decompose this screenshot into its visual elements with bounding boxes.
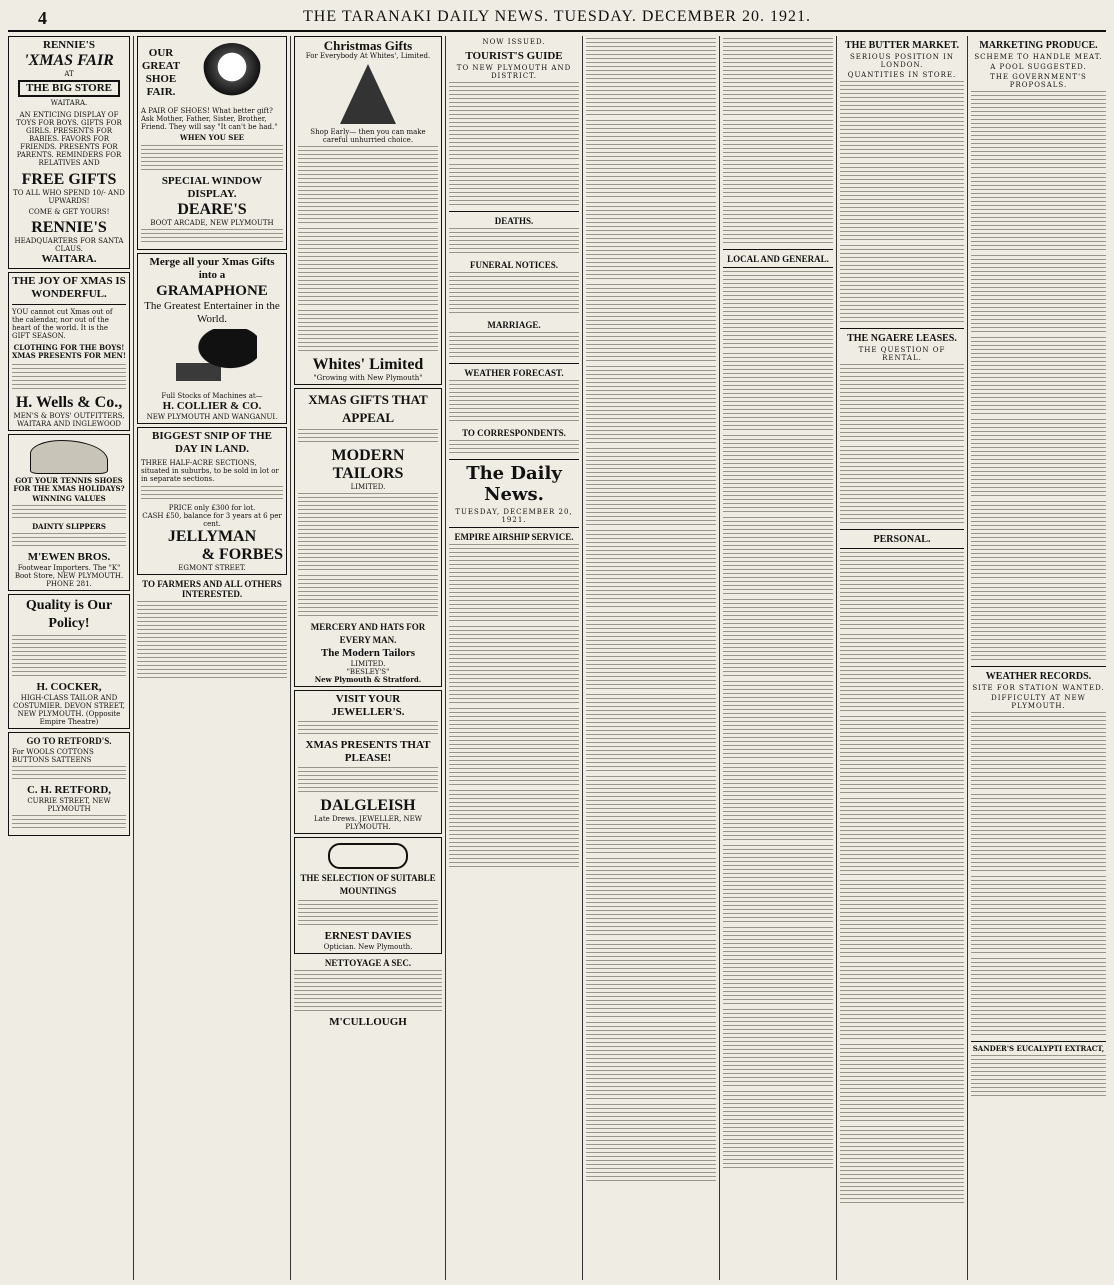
store-name: MODERN TAILORS [331, 447, 405, 482]
store-name: & FORBES [201, 546, 283, 563]
page-header [8, 6, 1106, 32]
body-text-block [840, 634, 964, 714]
body-text-block [586, 120, 716, 200]
body-text-block [586, 858, 716, 938]
store-name: Whites' Limited [312, 356, 424, 373]
mcewen-ad [8, 434, 130, 591]
body-text-block [586, 694, 716, 774]
body-text-block [141, 486, 283, 502]
body-text-block [449, 380, 579, 424]
body-text-block [586, 202, 716, 282]
divider [449, 527, 579, 528]
ad-body: YOU cannot cut Xmas out of the calendar, nor out of the heart of the world. It is the GIFT SEASON. [12, 308, 113, 340]
body-text-block [840, 245, 964, 325]
ad-text: The Greatest Entertainer in the World. [144, 300, 280, 325]
ad-text: LIMITED. [350, 483, 386, 491]
store-name: M'CULLOUGH [329, 1016, 407, 1028]
body-text-block [723, 38, 833, 118]
body-text-block [449, 440, 579, 456]
divider [971, 1041, 1106, 1042]
store-name: M'EWEN BROS. [27, 551, 111, 563]
ad-headline: FREE GIFTS [21, 171, 117, 188]
article-heading: WEATHER RECORDS. [985, 671, 1092, 682]
column-divider [719, 36, 720, 1280]
christmas-tree-icon [340, 64, 396, 124]
section-heading: WEATHER FORECAST. [464, 368, 564, 378]
body-text-block [586, 776, 716, 856]
column-3 [294, 36, 442, 1280]
column-divider [445, 36, 446, 1280]
body-text-block [723, 271, 833, 351]
body-text-block [840, 1044, 964, 1124]
body-text-block [449, 332, 579, 360]
body-text-block [298, 228, 438, 308]
body-text-block [586, 448, 716, 528]
column-1 [8, 36, 130, 1280]
ad-text: "BESLEY'S" [346, 668, 390, 676]
column-2 [137, 36, 287, 1280]
body-text-block [12, 635, 126, 679]
section-heading: FUNERAL NOTICES. [469, 260, 559, 270]
article-subheading: QUANTITIES IN STORE. [847, 71, 957, 79]
santa-claus-icon [202, 43, 262, 103]
store-name: H. COCKER, [36, 681, 102, 693]
store-name: DEARE'S [177, 201, 247, 218]
body-text-block [12, 533, 126, 549]
ad-text: For WOOLS COTTONS BUTTONS SATTEENS [12, 748, 94, 764]
ad-text: "Growing with New Plymouth" [313, 374, 423, 382]
ad-headline: GO TO RETFORD'S. [26, 736, 112, 746]
ad-text: LIMITED. [350, 660, 386, 668]
ad-text: SPECIAL WINDOW DISPLAY. [161, 175, 263, 200]
ad-text: CASH £50, balance for 3 years at 6 per cent. [142, 512, 282, 528]
jellyman-ad [137, 427, 287, 575]
body-text-block [971, 958, 1106, 1038]
body-text-block [723, 1009, 833, 1089]
ad-text: For Everybody At Whites', Limited. [305, 52, 431, 60]
wells-ad [8, 272, 130, 431]
body-text-block [723, 763, 833, 843]
body-text-block [294, 970, 442, 1014]
body-text-block [12, 505, 126, 521]
divider [449, 363, 579, 364]
body-text-block [723, 517, 833, 597]
body-text-block [12, 364, 126, 392]
body-text-block [449, 544, 579, 624]
divider [449, 459, 579, 460]
store-name: RENNIE'S [31, 219, 107, 236]
ad-headline: Christmas Gifts [323, 38, 413, 53]
divider [723, 267, 833, 268]
store-name: H. Wells & Co., [15, 394, 123, 411]
article-subheading: A POOL SUGGESTED. [990, 63, 1087, 71]
shoe-icon [30, 440, 108, 474]
body-text-block [723, 435, 833, 515]
ad-headline: GOT YOUR TENNIS SHOES FOR THE XMAS HOLIDAYS? [13, 476, 125, 493]
store-name: ERNEST DAVIES [324, 930, 412, 942]
ad-text: WHEN YOU SEE [179, 133, 244, 142]
cocker-ad [8, 594, 130, 729]
ad-headline: VISIT YOUR JEWELLER'S. [331, 693, 405, 718]
body-text-block [723, 681, 833, 761]
body-text-block [840, 716, 964, 796]
body-text-block [586, 612, 716, 692]
body-text-block [840, 1126, 964, 1206]
divider [723, 249, 833, 250]
body-text-block [141, 229, 283, 245]
ad-text: HEADQUARTERS FOR SANTA CLAUS. [14, 237, 124, 253]
ad-text: Optician. New Plymouth. [323, 943, 413, 951]
article-heading: MARKETING PRODUCE. [979, 40, 1098, 51]
body-text-block [298, 900, 438, 928]
column-divider [967, 36, 968, 1280]
ad-title: RENNIE'S [43, 39, 95, 51]
ad-text: EGMONT STREET. [178, 564, 246, 572]
body-text-block [586, 38, 716, 118]
store-name: C. H. RETFORD, [26, 784, 112, 796]
ad-text: DAINTY SLIPPERS [32, 522, 106, 531]
body-text-block [971, 419, 1106, 499]
body-text-block [586, 530, 716, 610]
body-text-block [449, 82, 579, 162]
ad-text: New Plymouth & Stratford. [314, 675, 422, 684]
body-text-block [586, 940, 716, 1020]
body-text-block [586, 366, 716, 446]
body-text-block [298, 767, 438, 795]
article-subheading: SITE FOR STATION WANTED. [972, 684, 1105, 692]
ad-text: WAITARA. [41, 253, 97, 265]
ad-text: WAITARA. [50, 99, 88, 107]
rennies-ad [8, 36, 130, 269]
body-text-block [298, 310, 438, 354]
ad-text: Full Stocks of Machines at— [161, 392, 263, 400]
body-text-block [971, 1055, 1106, 1099]
ad-text: MEN'S & BOYS' OUTFITTERS, WAITARA AND INGLEWOOD [13, 412, 125, 428]
body-text-block [449, 626, 579, 706]
body-text-block [840, 163, 964, 243]
ad-headline: XMAS GIFTS THAT APPEAL [308, 392, 428, 425]
spectacles-icon [328, 843, 408, 869]
column-4 [449, 36, 579, 1280]
store-name: H. COLLIER & CO. [162, 400, 262, 412]
column-8 [971, 36, 1106, 1280]
body-text-block [449, 708, 579, 788]
column-7 [840, 36, 964, 1280]
notice-subheading: TO NEW PLYMOUTH AND DISTRICT. [456, 64, 572, 80]
ad-text: BOOT ARCADE, NEW PLYMOUTH [150, 219, 274, 227]
body-text-block [971, 876, 1106, 956]
article-heading: THE BUTTER MARKET. [845, 40, 959, 51]
divider [449, 211, 579, 212]
article-subheading: THE GOVERNMENT'S PROPOSALS. [990, 73, 1087, 89]
ad-headline: OUR GREAT SHOE FAIR. [141, 47, 181, 98]
body-text-block [840, 364, 964, 444]
body-text-block [971, 91, 1106, 171]
ad-headline: Quality is Our Policy! [25, 598, 113, 631]
ad-headline: BIGGEST SNIP OF THE DAY IN LAND. [152, 430, 272, 455]
store-name: DALGLEISH [320, 797, 416, 814]
column-divider [133, 36, 134, 1280]
body-text-block [12, 815, 126, 831]
ad-body: A PAIR OF SHOES! What better gift? Ask Mother, Father, Sister, Brother, Friend. They will say "It can't be had." [141, 107, 278, 131]
collier-ad [137, 253, 287, 424]
body-text-block [137, 601, 287, 681]
column-5 [586, 36, 716, 1280]
store-name: JELLYMAN [167, 528, 257, 545]
body-text-block [971, 583, 1106, 663]
body-text-block [449, 228, 579, 256]
ad-text: COME & GET YOURS! [28, 208, 110, 216]
body-text-block [971, 173, 1106, 253]
article-heading: EMPIRE AIRSHIP SERVICE. [454, 532, 574, 542]
ad-text: TO ALL WHO SPEND 10/- AND UPWARDS! [13, 189, 125, 205]
body-text-block [971, 255, 1106, 335]
editorial-date: TUESDAY, DECEMBER 20, 1921. [455, 508, 573, 524]
editorial-masthead: The Daily News. [466, 463, 562, 505]
body-text-block [298, 575, 438, 619]
ad-headline: SANDER'S EUCALYPTI EXTRACT, [972, 1044, 1105, 1053]
body-text-block [723, 927, 833, 1007]
column-divider [290, 36, 291, 1280]
body-text-block [586, 1104, 716, 1184]
body-text-block [449, 164, 579, 208]
ad-text: HIGH-CLASS TAILOR AND COSTUMIER. DEVON STREET, NEW PLYMOUTH. (Opposite Empire Theatre) [13, 694, 125, 726]
ad-text: Shop Early— then you can make careful unhurried choice. [310, 128, 426, 144]
notice-label: NOW ISSUED. [482, 38, 546, 46]
body-text-block [298, 429, 438, 445]
masthead: THE TARANAKI DAILY NEWS. TUESDAY. DECEMBER 20. 1921. [303, 8, 811, 25]
body-text-block [298, 493, 438, 573]
section-heading: TO CORRESPONDENTS. [462, 428, 566, 438]
ad-headline: THE JOY OF XMAS IS WONDERFUL. [12, 275, 126, 300]
divider [971, 666, 1106, 667]
body-text-block [298, 146, 438, 226]
article-subheading: DIFFICULTY AT NEW PLYMOUTH. [991, 694, 1086, 710]
section-heading: DEATHS. [494, 216, 534, 226]
page-number: 4 [38, 8, 47, 28]
ad-text: Footwear Importers. The "K" Boot Store, NEW PLYMOUTH. PHONE 281. [14, 564, 124, 588]
body-text-block [449, 790, 579, 870]
column-divider [582, 36, 583, 1280]
ad-headline: 'XMAS FAIR [24, 52, 114, 69]
body-text-block [840, 880, 964, 960]
ad-text: MERCERY AND HATS FOR EVERY MAN. [310, 622, 426, 645]
divider [840, 529, 964, 530]
article-subheading: SERIOUS POSITION IN LONDON. [849, 53, 955, 69]
article-subheading: SCHEME TO HANDLE MEAT. [974, 53, 1103, 61]
ad-text: Late Drews. JEWELLER, NEW PLYMOUTH. [314, 815, 422, 831]
davies-ad [294, 837, 442, 954]
body-text-block [840, 81, 964, 161]
body-text-block [971, 712, 1106, 792]
notice-heading: TO FARMERS AND ALL OTHERS INTERESTED. [142, 579, 282, 599]
store-name: The Modern Tailors [320, 647, 416, 659]
body-text-block [840, 446, 964, 526]
product-name: GRAMAPHONE [156, 283, 268, 299]
ad-headline: THE SELECTION OF SUITABLE MOUNTINGS [300, 873, 436, 896]
section-heading: PERSONAL. [873, 534, 931, 545]
body-text-block [723, 353, 833, 433]
article-heading: THE NGAERE LEASES. [847, 333, 957, 344]
ad-text: AT [64, 70, 74, 78]
notice-heading: NETTOYAGE A SEC. [324, 958, 412, 968]
divider [840, 328, 964, 329]
body-text-block [723, 599, 833, 679]
body-text-block [840, 552, 964, 632]
store-name: THE BIG STORE [18, 80, 120, 97]
section-heading: MARRIAGE. [487, 320, 541, 330]
column-6 [723, 36, 833, 1280]
body-text-block [723, 202, 833, 246]
deare-ad [137, 36, 287, 250]
body-text-block [449, 272, 579, 316]
article-subheading: THE QUESTION OF RENTAL. [858, 346, 946, 362]
notice-heading: TOURIST'S GUIDE [465, 50, 563, 62]
ad-body: AN ENTICING DISPLAY OF TOYS FOR BOYS. GIFTS FOR GIRLS. PRESENTS FOR BABIES. FAVORS FOR FRIENDS. PRESENTS FOR PARENTS. REMINDERS FOR RELATIVES AND [16, 111, 122, 167]
ad-text: CLOTHING FOR THE BOYS! XMAS PRESENTS FOR MEN! [12, 343, 126, 360]
body-text-block [12, 766, 126, 782]
section-heading: LOCAL AND GENERAL. [727, 254, 829, 264]
ad-headline: Merge all your Xmas Gifts into a [149, 256, 275, 281]
body-text-block [298, 721, 438, 737]
body-text-block [141, 145, 283, 173]
dalgleish-ad [294, 690, 442, 834]
ad-text: WINNING VALUES [32, 494, 106, 503]
modern-tailors-ad [294, 388, 442, 687]
body-text-block [723, 845, 833, 925]
gramophone-icon [167, 329, 257, 389]
body-text-block [971, 337, 1106, 417]
whites-ad [294, 36, 442, 385]
divider [840, 548, 964, 549]
body-text-block [840, 798, 964, 878]
body-text-block [840, 962, 964, 1042]
divider [12, 304, 126, 305]
body-text-block [971, 501, 1106, 581]
body-text-block [971, 794, 1106, 874]
body-text-block [586, 1022, 716, 1102]
ad-text: CURRIE STREET, NEW PLYMOUTH [27, 797, 111, 813]
body-text-block [723, 1091, 833, 1171]
ad-text: NEW PLYMOUTH AND WANGANUI. [146, 413, 278, 421]
column-divider [836, 36, 837, 1280]
ad-text: XMAS PRESENTS THAT PLEASE! [305, 739, 431, 764]
body-text-block [586, 284, 716, 364]
retford-ad [8, 732, 130, 836]
ad-body: THREE HALF-ACRE SECTIONS, situated in suburbs, to be sold in lot or in separate sections. [141, 459, 279, 483]
body-text-block [723, 120, 833, 200]
ad-text: PRICE only £300 for lot. [168, 504, 256, 512]
